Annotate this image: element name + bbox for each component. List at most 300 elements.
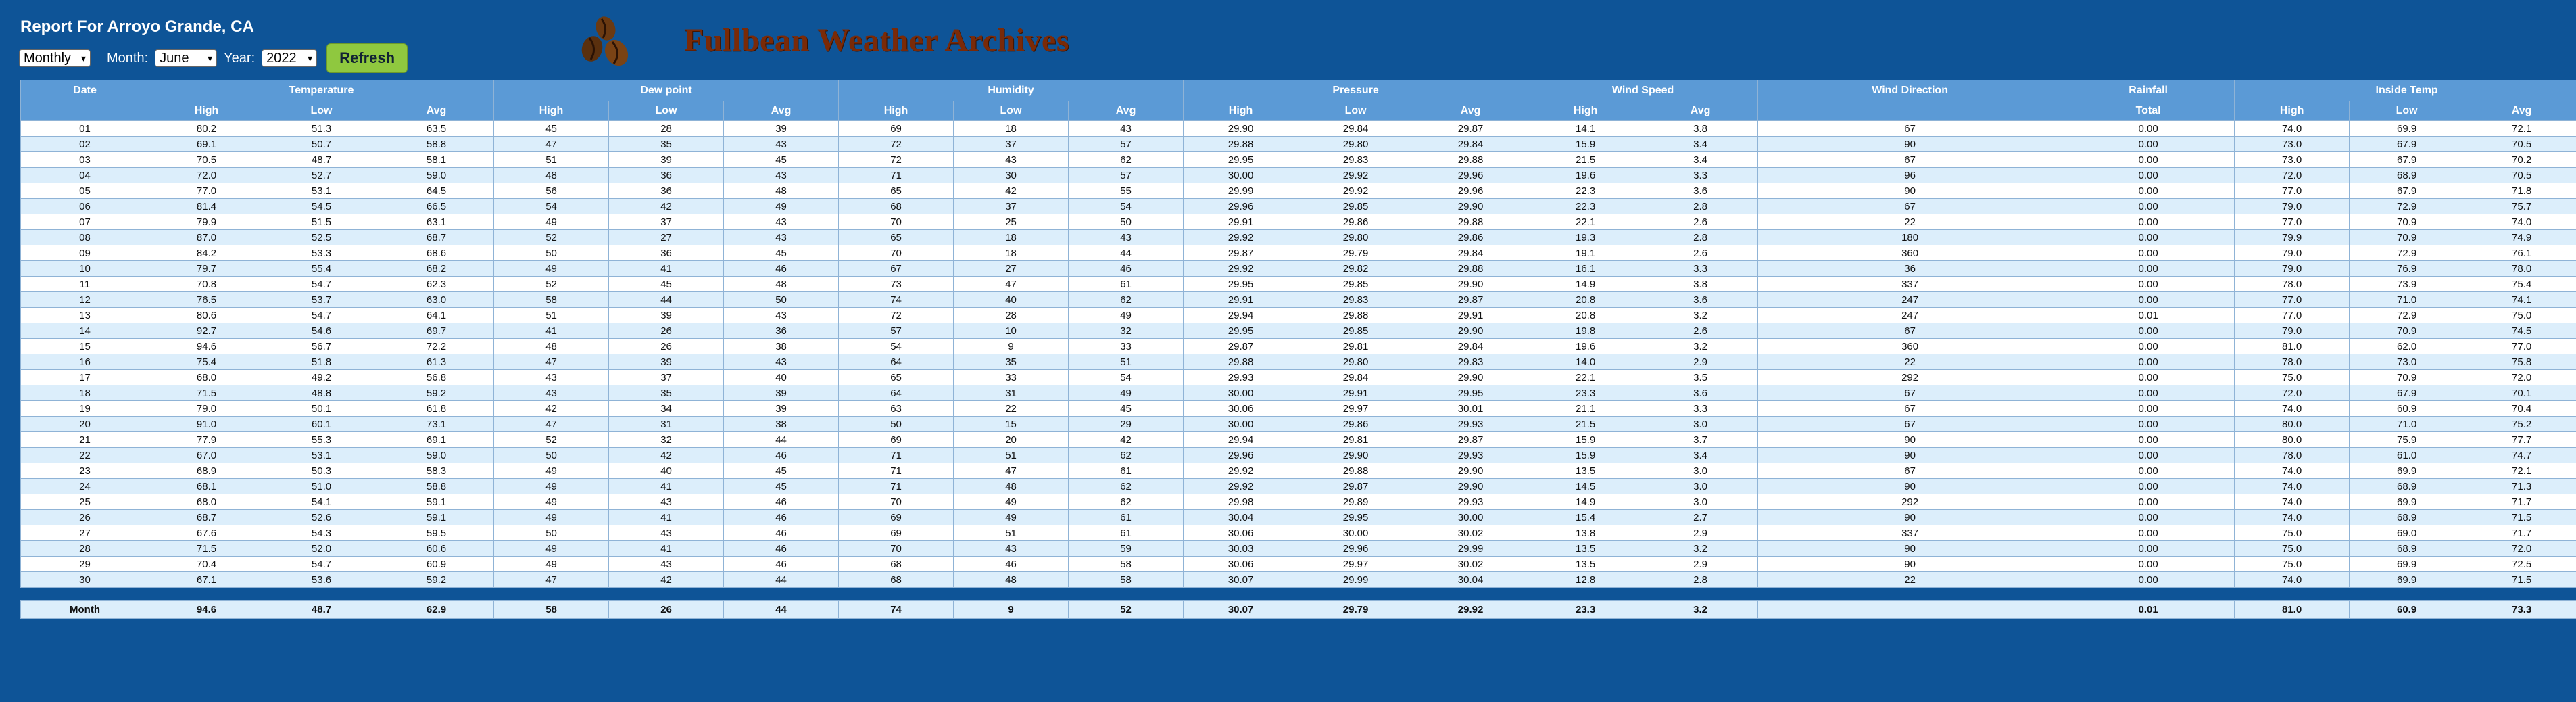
table-cell: 29.80: [1298, 137, 1413, 152]
table-cell: 69.7: [379, 323, 494, 339]
table-row: [21, 261, 2576, 277]
table-cell: 70.4: [149, 557, 264, 572]
table-cell: 36: [609, 245, 724, 261]
table-cell: 0.00: [2062, 323, 2235, 339]
table-cell: 29.93: [1184, 370, 1298, 385]
table-cell: 49: [494, 463, 609, 479]
table-cell: 73: [839, 277, 954, 292]
table-cell: 29.88: [1184, 354, 1298, 370]
table-row: [21, 183, 2576, 199]
table-cell: 70.2: [2464, 152, 2576, 168]
table-cell: 76.9: [2350, 261, 2464, 277]
table-cell: 54: [1069, 199, 1184, 214]
table-cell: 0.00: [2062, 479, 2235, 494]
table-cell: 25: [21, 494, 149, 510]
table-cell: 3.0: [1643, 463, 1758, 479]
table-cell: 49: [954, 510, 1069, 525]
table-cell: 67: [1758, 323, 2062, 339]
table-cell: 75.0: [2235, 557, 2350, 572]
table-cell: 66.5: [379, 199, 494, 214]
table-cell: 72: [839, 137, 954, 152]
table-cell: 29.96: [1184, 199, 1298, 214]
table-cell: 29.97: [1298, 401, 1413, 417]
table-cell: 61: [1069, 463, 1184, 479]
table-cell: 30.06: [1184, 557, 1298, 572]
table-cell: 72.9: [2350, 245, 2464, 261]
table-cell: 0.00: [2062, 152, 2235, 168]
table-cell: 71.7: [2464, 494, 2576, 510]
separator-row: [21, 588, 2576, 601]
table-cell: 43: [724, 308, 839, 323]
table-cell: 54.3: [264, 525, 379, 541]
table-cell: 81.0: [2235, 339, 2350, 354]
totals-cell: 29.79: [1298, 601, 1413, 619]
table-cell: 71.5: [149, 541, 264, 557]
table-row: [21, 541, 2576, 557]
table-cell: 68.0: [149, 494, 264, 510]
table-cell: 79.9: [2235, 230, 2350, 245]
month-label: Month:: [107, 50, 149, 66]
table-cell: 29: [1069, 417, 1184, 432]
table-cell: 59.2: [379, 572, 494, 588]
table-cell: 63: [839, 401, 954, 417]
table-cell: 76.5: [149, 292, 264, 308]
table-cell: 41: [609, 510, 724, 525]
table-cell: 54: [494, 199, 609, 214]
table-cell: 2.9: [1643, 525, 1758, 541]
table-cell: 72.1: [2464, 121, 2576, 137]
table-cell: 30.01: [1413, 401, 1528, 417]
table-row: [21, 230, 2576, 245]
table-cell: 87.0: [149, 230, 264, 245]
table-cell: 69: [839, 121, 954, 137]
table-row: [21, 121, 2576, 137]
table-cell: 68: [839, 557, 954, 572]
table-cell: 12.8: [1528, 572, 1643, 588]
table-cell: 29.98: [1184, 494, 1298, 510]
table-cell: 70.5: [2464, 168, 2576, 183]
table-cell: 29.91: [1184, 292, 1298, 308]
table-cell: 45: [724, 463, 839, 479]
table-cell: 14.5: [1528, 479, 1643, 494]
table-cell: 74.0: [2235, 121, 2350, 137]
table-cell: 2.6: [1643, 323, 1758, 339]
table-cell: 92.7: [149, 323, 264, 339]
table-cell: 52.6: [264, 510, 379, 525]
table-cell: 29.92: [1184, 261, 1298, 277]
table-cell: 49: [724, 199, 839, 214]
table-cell: 29.88: [1413, 152, 1528, 168]
chevron-down-icon: ▾: [308, 52, 313, 64]
period-select[interactable]: [19, 49, 91, 67]
table-cell: 29.90: [1298, 448, 1413, 463]
table-cell: 78.0: [2235, 277, 2350, 292]
table-cell: 68.9: [2350, 510, 2464, 525]
table-cell: 77.0: [2235, 308, 2350, 323]
table-cell: 29.94: [1184, 432, 1298, 448]
table-cell: 29.99: [1413, 541, 1528, 557]
table-cell: 60.1: [264, 417, 379, 432]
table-cell: 22: [21, 448, 149, 463]
table-cell: 31: [609, 417, 724, 432]
table-cell: 49: [494, 510, 609, 525]
table-cell: 38: [724, 417, 839, 432]
table-cell: 47: [954, 463, 1069, 479]
table-cell: 69: [839, 432, 954, 448]
table-cell: 29.85: [1298, 199, 1413, 214]
table-cell: 51: [954, 448, 1069, 463]
table-cell: 58: [1069, 557, 1184, 572]
sub-header: High: [2235, 101, 2350, 121]
table-cell: 3.0: [1643, 417, 1758, 432]
table-cell: 29.92: [1184, 463, 1298, 479]
sub-header: [21, 101, 149, 121]
totals-cell: 29.92: [1413, 601, 1528, 619]
table-cell: 21.1: [1528, 401, 1643, 417]
table-cell: 22.3: [1528, 199, 1643, 214]
table-cell: 50: [724, 292, 839, 308]
table-cell: 29.88: [1413, 214, 1528, 230]
year-select[interactable]: [262, 49, 317, 67]
table-cell: 39: [724, 385, 839, 401]
table-cell: 27: [21, 525, 149, 541]
table-cell: 33: [1069, 339, 1184, 354]
table-cell: 47: [494, 572, 609, 588]
table-cell: 37: [954, 199, 1069, 214]
table-row: [21, 277, 2576, 292]
table-cell: 26: [21, 510, 149, 525]
table-row: [21, 479, 2576, 494]
table-cell: 47: [494, 137, 609, 152]
table-cell: 0.00: [2062, 230, 2235, 245]
table-row: [21, 510, 2576, 525]
table-cell: 61: [1069, 510, 1184, 525]
table-cell: 47: [494, 417, 609, 432]
table-row: [21, 448, 2576, 463]
table-cell: 63.1: [379, 214, 494, 230]
table-cell: 28: [954, 308, 1069, 323]
table-cell: 70.9: [2350, 214, 2464, 230]
table-cell: 70.9: [2350, 323, 2464, 339]
table-cell: 0.00: [2062, 370, 2235, 385]
group-header: Wind Direction: [1758, 80, 2062, 101]
table-cell: 43: [724, 230, 839, 245]
table-cell: 65: [839, 183, 954, 199]
table-cell: 29.90: [1413, 370, 1528, 385]
table-cell: 62.0: [2350, 339, 2464, 354]
table-cell: 247: [1758, 308, 2062, 323]
table-row: [21, 292, 2576, 308]
table-row: [21, 463, 2576, 479]
table-cell: 15.4: [1528, 510, 1643, 525]
table-cell: 71: [839, 168, 954, 183]
table-cell: 0.00: [2062, 292, 2235, 308]
table-cell: 48: [494, 168, 609, 183]
table-cell: 25: [954, 214, 1069, 230]
year-label: Year:: [224, 50, 256, 66]
table-cell: 74.0: [2235, 401, 2350, 417]
table-cell: 62: [1069, 292, 1184, 308]
table-cell: 77.7: [2464, 432, 2576, 448]
table-cell: 30.06: [1184, 401, 1298, 417]
table-row: [21, 323, 2576, 339]
table-cell: 3.4: [1643, 137, 1758, 152]
table-cell: 30.06: [1184, 525, 1298, 541]
table-cell: 80.0: [2235, 417, 2350, 432]
table-cell: 0.00: [2062, 401, 2235, 417]
totals-cell: 44: [724, 601, 839, 619]
table-cell: 51: [1069, 354, 1184, 370]
table-cell: 68.9: [2350, 479, 2464, 494]
table-cell: 70: [839, 541, 954, 557]
table-cell: 67: [839, 261, 954, 277]
table-cell: 77.0: [2464, 339, 2576, 354]
table-cell: 35: [609, 137, 724, 152]
table-cell: 29.96: [1413, 183, 1528, 199]
table-cell: 71.5: [2464, 510, 2576, 525]
table-cell: 14.9: [1528, 277, 1643, 292]
table-cell: 30.00: [1298, 525, 1413, 541]
sub-header: Low: [264, 101, 379, 121]
table-row: [21, 214, 2576, 230]
table-cell: 3.2: [1643, 308, 1758, 323]
table-cell: 29.89: [1298, 494, 1413, 510]
table-cell: 21: [21, 432, 149, 448]
table-cell: 74.0: [2235, 479, 2350, 494]
table-cell: 45: [1069, 401, 1184, 417]
table-cell: 29.79: [1298, 245, 1413, 261]
table-cell: 0.00: [2062, 137, 2235, 152]
table-cell: 0.01: [2062, 308, 2235, 323]
sub-header: High: [494, 101, 609, 121]
table-cell: 3.5: [1643, 370, 1758, 385]
table-cell: 80.6: [149, 308, 264, 323]
weather-table: [20, 80, 2576, 619]
totals-cell: 30.07: [1184, 601, 1298, 619]
report-controls: [19, 42, 408, 74]
table-cell: 15.9: [1528, 137, 1643, 152]
table-cell: 62: [1069, 448, 1184, 463]
table-cell: 49: [954, 494, 1069, 510]
table-cell: 29.94: [1184, 308, 1298, 323]
table-cell: 69.9: [2350, 557, 2464, 572]
table-cell: 73.0: [2235, 137, 2350, 152]
group-header: Wind Speed: [1528, 80, 1758, 101]
table-cell: 43: [1069, 230, 1184, 245]
table-cell: 90: [1758, 432, 2062, 448]
table-cell: 30.00: [1184, 417, 1298, 432]
table-cell: 29.90: [1413, 277, 1528, 292]
totals-cell: [1758, 601, 2062, 619]
table-cell: 70.5: [2464, 137, 2576, 152]
table-cell: 29.92: [1184, 479, 1298, 494]
table-cell: 0.00: [2062, 525, 2235, 541]
table-cell: 48: [724, 277, 839, 292]
table-cell: 30.07: [1184, 572, 1298, 588]
table-cell: 3.2: [1643, 541, 1758, 557]
refresh-button[interactable]: Refresh: [326, 43, 408, 73]
table-cell: 90: [1758, 137, 2062, 152]
table-cell: 58: [1069, 572, 1184, 588]
year-select-value: 2022: [266, 50, 297, 66]
table-cell: 46: [724, 557, 839, 572]
table-cell: 29.93: [1413, 494, 1528, 510]
table-cell: 59: [1069, 541, 1184, 557]
table-cell: 0.00: [2062, 168, 2235, 183]
table-cell: 75.0: [2235, 541, 2350, 557]
table-cell: 67.9: [2350, 385, 2464, 401]
month-select[interactable]: [155, 49, 217, 67]
table-cell: 67.9: [2350, 137, 2464, 152]
table-cell: 54: [839, 339, 954, 354]
table-cell: 37: [609, 214, 724, 230]
table-cell: 71.7: [2464, 525, 2576, 541]
table-cell: 29.80: [1298, 230, 1413, 245]
table-cell: 39: [609, 152, 724, 168]
table-cell: 50: [494, 245, 609, 261]
table-cell: 0.00: [2062, 510, 2235, 525]
table-cell: 39: [724, 401, 839, 417]
site-title: Fullbean Weather Archives: [684, 22, 1069, 58]
totals-cell: 62.9: [379, 601, 494, 619]
table-cell: 70.4: [2464, 401, 2576, 417]
table-cell: 29.90: [1413, 479, 1528, 494]
table-cell: 36: [724, 323, 839, 339]
table-cell: 37: [609, 370, 724, 385]
table-cell: 29.84: [1413, 245, 1528, 261]
table-cell: 46: [724, 510, 839, 525]
table-cell: 54.7: [264, 277, 379, 292]
table-cell: 79.0: [2235, 199, 2350, 214]
table-cell: 43: [954, 152, 1069, 168]
table-cell: 72.0: [2235, 385, 2350, 401]
table-cell: 59.1: [379, 494, 494, 510]
table-cell: 10: [954, 323, 1069, 339]
table-cell: 29.96: [1184, 448, 1298, 463]
table-cell: 29.84: [1413, 137, 1528, 152]
table-cell: 45: [724, 479, 839, 494]
table-cell: 51.3: [264, 121, 379, 137]
table-cell: 29.92: [1298, 168, 1413, 183]
table-cell: 46: [724, 261, 839, 277]
table-cell: 02: [21, 137, 149, 152]
table-cell: 12: [21, 292, 149, 308]
table-cell: 29.81: [1298, 339, 1413, 354]
table-row: [21, 572, 2576, 588]
table-cell: 0.00: [2062, 245, 2235, 261]
sub-header-row: [21, 101, 2576, 121]
table-cell: 2.8: [1643, 199, 1758, 214]
table-cell: 41: [609, 479, 724, 494]
table-cell: 71.5: [2464, 572, 2576, 588]
table-cell: 29.95: [1184, 277, 1298, 292]
table-cell: 74.0: [2235, 494, 2350, 510]
table-cell: 30.03: [1184, 541, 1298, 557]
table-cell: 80.2: [149, 121, 264, 137]
table-cell: 72.2: [379, 339, 494, 354]
table-cell: 20.8: [1528, 308, 1643, 323]
table-cell: 13.8: [1528, 525, 1643, 541]
table-cell: 71.0: [2350, 417, 2464, 432]
table-cell: 54.1: [264, 494, 379, 510]
table-cell: 29.87: [1413, 292, 1528, 308]
table-cell: 3.3: [1643, 401, 1758, 417]
table-cell: 46: [724, 494, 839, 510]
table-cell: 39: [609, 354, 724, 370]
sub-header: Avg: [1643, 101, 1758, 121]
table-cell: 3.0: [1643, 494, 1758, 510]
table-cell: 18: [954, 121, 1069, 137]
table-cell: 28: [21, 541, 149, 557]
table-cell: 360: [1758, 245, 2062, 261]
table-cell: 78.0: [2235, 448, 2350, 463]
table-cell: 74.0: [2464, 214, 2576, 230]
table-cell: 3.2: [1643, 339, 1758, 354]
table-row: [21, 245, 2576, 261]
table-cell: 29.87: [1413, 121, 1528, 137]
table-cell: 48: [724, 183, 839, 199]
table-cell: 78.0: [2464, 261, 2576, 277]
table-cell: 29.90: [1184, 121, 1298, 137]
table-cell: 75.4: [149, 354, 264, 370]
table-cell: 70: [839, 245, 954, 261]
table-row: [21, 137, 2576, 152]
table-cell: 77.9: [149, 432, 264, 448]
table-cell: 29.92: [1298, 183, 1413, 199]
table-cell: 19.6: [1528, 168, 1643, 183]
table-cell: 68.6: [379, 245, 494, 261]
table-cell: 59.0: [379, 168, 494, 183]
sub-header: Avg: [1069, 101, 1184, 121]
table-cell: 72.0: [149, 168, 264, 183]
table-cell: 180: [1758, 230, 2062, 245]
table-cell: 75.9: [2350, 432, 2464, 448]
table-cell: 94.6: [149, 339, 264, 354]
table-cell: 51.5: [264, 214, 379, 230]
table-cell: 39: [609, 308, 724, 323]
table-cell: 29.97: [1298, 557, 1413, 572]
table-cell: 43: [1069, 121, 1184, 137]
table-cell: 67.0: [149, 448, 264, 463]
table-cell: 72: [839, 152, 954, 168]
sub-header: Low: [954, 101, 1069, 121]
table-cell: 0.00: [2062, 494, 2235, 510]
table-cell: 77.0: [2235, 292, 2350, 308]
table-cell: 3.3: [1643, 261, 1758, 277]
table-cell: 49: [494, 557, 609, 572]
table-cell: 20: [954, 432, 1069, 448]
table-cell: 29: [21, 557, 149, 572]
table-cell: 3.7: [1643, 432, 1758, 448]
table-cell: 96: [1758, 168, 2062, 183]
table-cell: 49: [494, 261, 609, 277]
table-cell: 62.3: [379, 277, 494, 292]
table-cell: 67: [1758, 121, 2062, 137]
totals-cell: 58: [494, 601, 609, 619]
table-row: [21, 494, 2576, 510]
table-cell: 50.3: [264, 463, 379, 479]
table-cell: 0.00: [2062, 121, 2235, 137]
table-cell: 13.5: [1528, 557, 1643, 572]
table-cell: 53.1: [264, 183, 379, 199]
table-cell: 46: [954, 557, 1069, 572]
table-cell: 26: [609, 339, 724, 354]
table-cell: 34: [609, 401, 724, 417]
table-cell: 61.8: [379, 401, 494, 417]
table-cell: 42: [609, 448, 724, 463]
table-cell: 15: [954, 417, 1069, 432]
table-cell: 68: [839, 199, 954, 214]
